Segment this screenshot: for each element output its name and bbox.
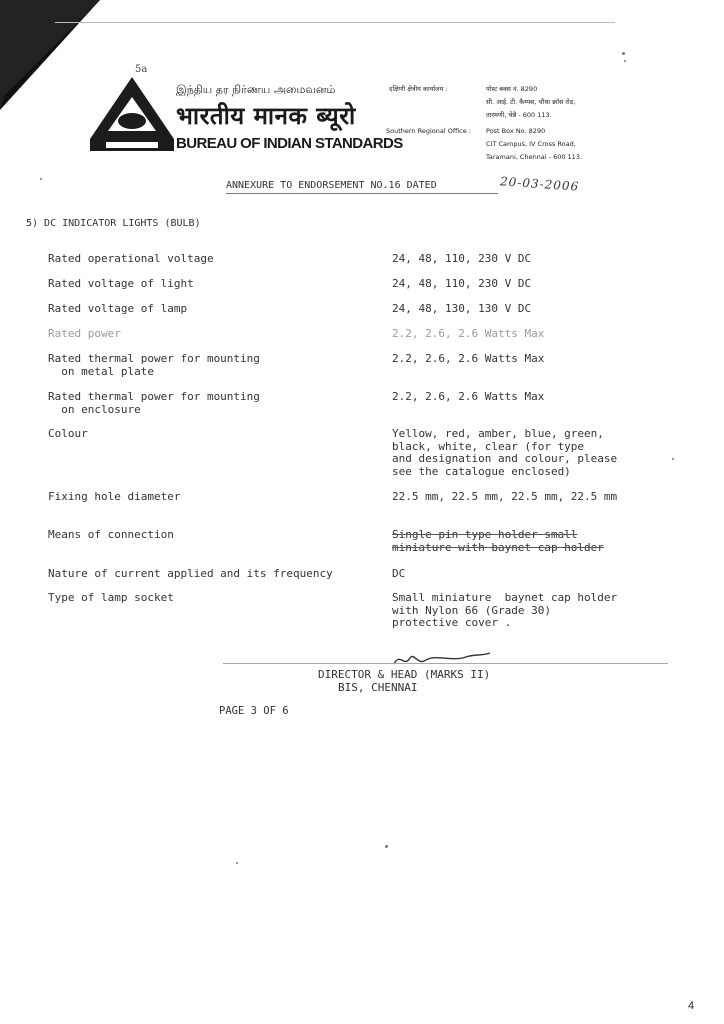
signatory-block (318, 668, 490, 694)
spec-label-line: Nature of current applied and its frequency (48, 567, 333, 580)
scan-speck (40, 178, 42, 180)
spec-value (392, 278, 531, 291)
spec-value-line: DC (392, 567, 406, 580)
scan-speck (622, 52, 625, 55)
spec-value (392, 328, 544, 341)
scan-speck (385, 845, 388, 848)
address-english-line: Taramani, Chennai - 600 113. (486, 153, 583, 161)
spec-value (392, 253, 531, 266)
spec-value (392, 391, 544, 404)
signatory-office: BIS, CHENNAI (338, 681, 418, 694)
spec-value-line: 24, 48, 110, 230 V DC (392, 277, 532, 290)
folio-number: 4 (688, 1000, 695, 1012)
spec-value-line: 24, 48, 130, 130 V DC (392, 302, 532, 315)
spec-label (48, 529, 174, 542)
spec-value (392, 491, 617, 504)
spec-label-line: Fixing hole diameter (48, 490, 181, 503)
spec-label (48, 428, 88, 441)
spec-value-line: 2.2, 2.6, 2.6 Watts Max (392, 352, 545, 365)
spec-label-line: Colour (48, 427, 88, 440)
address-hindi-line: तारमणी, चेन्नै - 600 113. (486, 111, 552, 119)
spec-label-line: Type of lamp socket (48, 591, 174, 604)
annexure-title: ANNEXURE TO ENDORSEMENT NO.16 DATED (226, 180, 437, 191)
scan-speck (672, 458, 674, 460)
spec-value-line: black, white, clear (for type (392, 439, 585, 453)
spec-label (48, 568, 333, 581)
spec-label (48, 592, 174, 605)
spec-label (48, 303, 187, 316)
signatory-title: DIRECTOR & HEAD (MARKS II) (318, 668, 491, 681)
spec-label (48, 278, 194, 291)
spec-label-line: Rated voltage of lamp (48, 302, 188, 315)
spec-value-line: protective cover . (392, 616, 512, 629)
spec-value (392, 529, 604, 554)
annexure-underline (226, 193, 498, 194)
scan-speck (236, 862, 238, 864)
address-hindi-line: पोस्ट बक्स नं. 8290 (486, 85, 538, 93)
spec-value-line: miniature with baynet cap holder (392, 540, 604, 554)
spec-value-line: and designation and colour, please (392, 452, 618, 465)
spec-label-line: Rated power (48, 327, 121, 340)
spec-label-line: on enclosure (48, 402, 141, 416)
regional-office-label-hindi: दक्षिणी क्षेत्रीय कार्यालय : (389, 85, 448, 93)
section-title: 5) DC INDICATOR LIGHTS (BULB) (26, 218, 201, 229)
address-english (486, 125, 582, 164)
scan-edge-line (55, 22, 615, 23)
address-hindi-line: सी. आई. टी. कैम्पस, चौथा क्रॉस रोड, (486, 98, 576, 106)
spec-label-line: Rated thermal power for mounting (48, 390, 260, 403)
spec-label-line: Rated voltage of light (48, 277, 194, 290)
spec-value-line: see the catalogue enclosed) (392, 464, 571, 478)
org-name-tamil: இந்திய தர நிர்ணய அமைவனம் (176, 83, 336, 96)
spec-value-line: 22.5 mm, 22.5 mm, 22.5 mm, 22.5 mm (392, 490, 618, 503)
address-english-line: Post Box No. 8290 (486, 127, 546, 135)
spec-label (48, 491, 180, 504)
signature-line (223, 663, 668, 664)
spec-label (48, 391, 260, 416)
org-name-hindi: भारतीय मानक ब्यूरो (176, 102, 356, 130)
spec-value-line: Single pin type holder small (392, 528, 578, 541)
spec-value (392, 568, 405, 581)
spec-label-line: Means of connection (48, 528, 174, 541)
page-number: PAGE 3 OF 6 (219, 705, 289, 717)
org-name-english: BUREAU OF INDIAN STANDARDS (176, 135, 403, 152)
scan-corner-shadow (0, 0, 100, 110)
spec-label (48, 253, 214, 266)
spec-value-line: 2.2, 2.6, 2.6 Watts Max (392, 390, 545, 403)
spec-value (392, 353, 544, 366)
spec-value (392, 303, 531, 316)
address-english-line: CIT Campus, IV Cross Road, (486, 140, 576, 148)
address-hindi (486, 83, 575, 122)
scan-speck (624, 60, 626, 62)
spec-value-line: Small miniature baynet cap holder (392, 591, 618, 604)
spec-label (48, 353, 260, 378)
spec-label-line: on metal plate (48, 364, 154, 378)
handwritten-date: 20-03-2006 (499, 174, 580, 194)
spec-label-line: Rated thermal power for mounting (48, 352, 260, 365)
spec-value-line: 2.2, 2.6, 2.6 Watts Max (392, 327, 545, 340)
spec-value-line: Yellow, red, amber, blue, green, (392, 427, 604, 440)
spec-label-line: Rated operational voltage (48, 252, 214, 265)
spec-value (392, 592, 617, 630)
spec-value (392, 428, 617, 478)
spec-label (48, 328, 121, 341)
logo-mark-number: 5a (135, 64, 148, 75)
spec-value-line: with Nylon 66 (Grade 30) (392, 603, 551, 617)
spec-value-line: 24, 48, 110, 230 V DC (392, 252, 532, 265)
regional-office-label: Southern Regional Office : (386, 127, 471, 135)
bis-logo-icon (86, 73, 178, 155)
signature-scribble (392, 648, 492, 670)
